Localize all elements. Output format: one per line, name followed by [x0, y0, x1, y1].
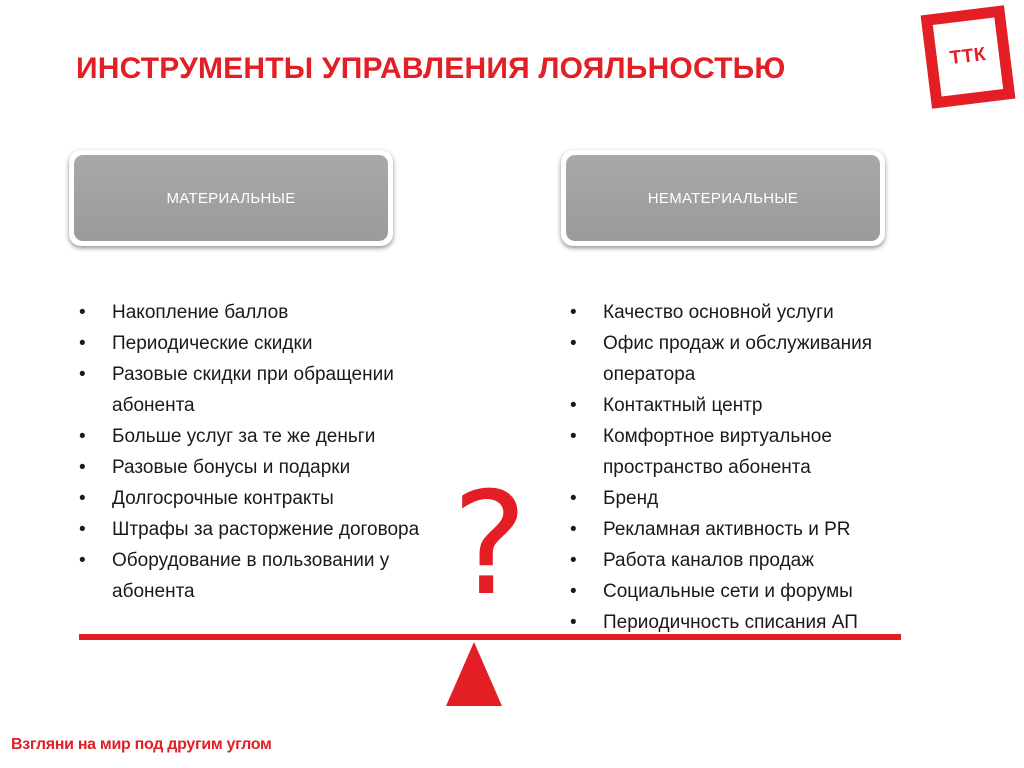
list-item: • Офис продаж и обслуживания оператора: [570, 328, 930, 390]
list-item: • Качество основной услуги: [570, 297, 930, 328]
fulcrum-triangle: [446, 642, 502, 706]
list-item: • Оборудование в пользовании у абонента: [79, 545, 459, 607]
list-item: • Штрафы за расторжение договора: [79, 514, 459, 545]
material-category-label: МАТЕРИАЛЬНЫЕ: [74, 155, 388, 241]
slogan: Взгляни на мир под другим углом: [11, 736, 272, 753]
balance-beam: [79, 634, 901, 640]
nonmaterial-list: [570, 297, 930, 638]
list-item: • Работа каналов продаж: [570, 545, 930, 576]
list-item: • Периодические скидки: [79, 328, 459, 359]
list-item: • Долгосрочные контракты: [79, 483, 459, 514]
ttk-logo: [921, 5, 1016, 109]
list-item: • Комфортное виртуальное пространство абонента: [570, 421, 930, 483]
slide-title: ИНСТРУМЕНТЫ УПРАВЛЕНИЯ ЛОЯЛЬНОСТЬЮ: [76, 52, 786, 85]
list-item: • Контактный центр: [570, 390, 930, 421]
material-list: [79, 297, 459, 607]
list-item: • Бренд: [570, 483, 930, 514]
question-mark: ?: [452, 462, 528, 627]
nonmaterial-category-label: НЕМАТЕРИАЛЬНЫЕ: [566, 155, 880, 241]
list-item: • Разовые скидки при обращении абонента: [79, 359, 459, 421]
material-category-box: [69, 150, 393, 246]
list-item: • Разовые бонусы и подарки: [79, 452, 459, 483]
logo-text: ТТК: [948, 43, 988, 70]
list-item: • Рекламная активность и PR: [570, 514, 930, 545]
list-item: • Социальные сети и форумы: [570, 576, 930, 607]
list-item: • Периодичность списания АП: [570, 607, 930, 638]
list-item: • Накопление баллов: [79, 297, 459, 328]
nonmaterial-category-box: [561, 150, 885, 246]
list-item: • Больше услуг за те же деньги: [79, 421, 459, 452]
